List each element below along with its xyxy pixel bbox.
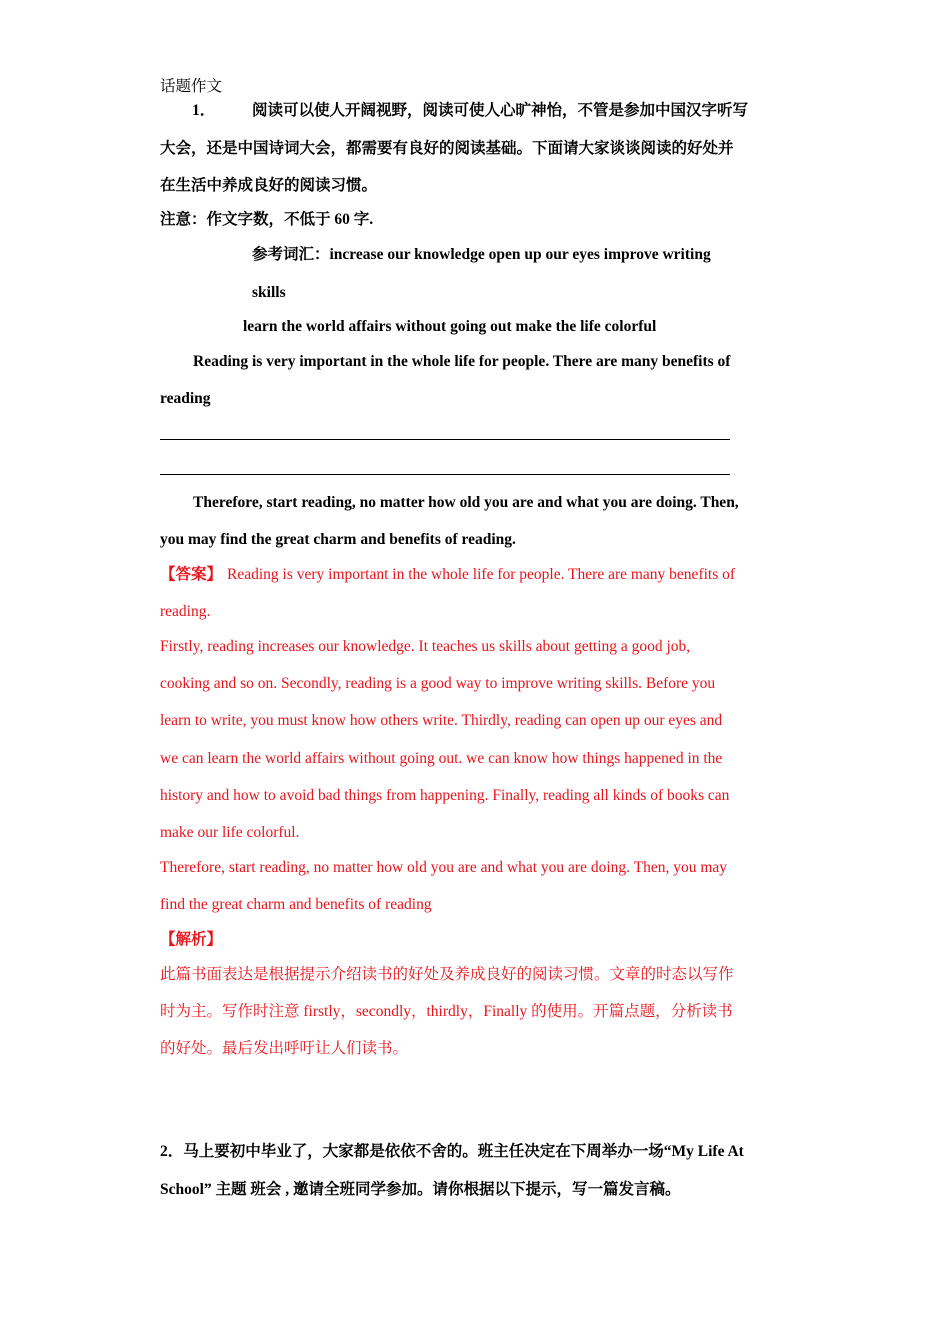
essay-opening-line-1: Reading is very important in the whole life for people. There are many benefits of xyxy=(193,353,731,370)
question-1-prompt-line-2: 大会，还是中国诗词大会，都需要有良好的阅读基础。下面请大家谈谈阅读的好处并 xyxy=(160,140,734,157)
answer-label: 【答案】 xyxy=(160,566,223,583)
analysis-line: 此篇书面表达是根据提示介绍读书的好处及养成良好的阅读习惯。文章的时态以写作 xyxy=(160,966,734,983)
answer-blank-line xyxy=(160,474,730,475)
answer-line: find the great charm and benefits of reading xyxy=(160,896,432,913)
answer-line: reading. xyxy=(160,603,211,620)
question-2-line-2: School” 主题 班会 , 邀请全班同学参加。请你根据以下提示，写一篇发言稿。 xyxy=(160,1181,681,1198)
answer-line: Reading is very important in the whole life for people. There are many benefits of xyxy=(227,566,736,583)
answer-blank-line xyxy=(160,439,730,440)
analysis-line: 的好处。最后发出呼吁让人们读书。 xyxy=(160,1040,409,1057)
answer-line: make our life colorful. xyxy=(160,824,300,841)
answer-line: history and how to avoid bad things from happening. Finally, reading all kinds of books can xyxy=(160,787,730,804)
reference-vocab-line-1: 参考词汇：increase our knowledge open up our eyes improve writing xyxy=(252,246,711,263)
question-1-prompt-line-1: 阅读可以使人开阔视野，阅读可使人心旷神怡，不管是参加中国汉字听写 xyxy=(252,102,749,119)
answer-line: learn to write, you must know how others write. Thirdly, reading can open up our eyes and xyxy=(160,712,723,729)
essay-closing-line-2: you may find the great charm and benefits of reading. xyxy=(160,531,516,548)
word-count-note: 注意：作文字数，不低于 60 字. xyxy=(160,211,374,228)
answer-line: Therefore, start reading, no matter how old you are and what you are doing. Then, you may xyxy=(160,859,728,876)
section-title: 话题作文 xyxy=(160,78,223,95)
answer-line: we can learn the world affairs without going out. we can know how things happened in the xyxy=(160,750,723,767)
essay-opening-line-2: reading xyxy=(160,390,211,407)
question-2-line-1: 2．马上要初中毕业了，大家都是依依不舍的。班主任决定在下周举办一场“My Life At xyxy=(160,1143,744,1160)
essay-closing-line-1: Therefore, start reading, no matter how old you are and what you are doing. Then, xyxy=(193,494,739,511)
analysis-line: 时为主。写作时注意 firstly，secondly，thirdly，Finally 的使用。开篇点题，分析读书 xyxy=(160,1003,733,1020)
analysis-label: 【解析】 xyxy=(160,931,223,948)
question-1-number: 1． xyxy=(192,102,216,119)
answer-line: Firstly, reading increases our knowledge. It teaches us skills about getting a good job, xyxy=(160,638,691,655)
reference-vocab-line-3: learn the world affairs without going out make the life colorful xyxy=(243,318,657,335)
answer-line: cooking and so on. Secondly, reading is a good way to improve writing skills. Before you xyxy=(160,675,716,692)
question-1-prompt-line-3: 在生活中养成良好的阅读习惯。 xyxy=(160,177,378,194)
reference-vocab-line-2: skills xyxy=(252,284,286,301)
